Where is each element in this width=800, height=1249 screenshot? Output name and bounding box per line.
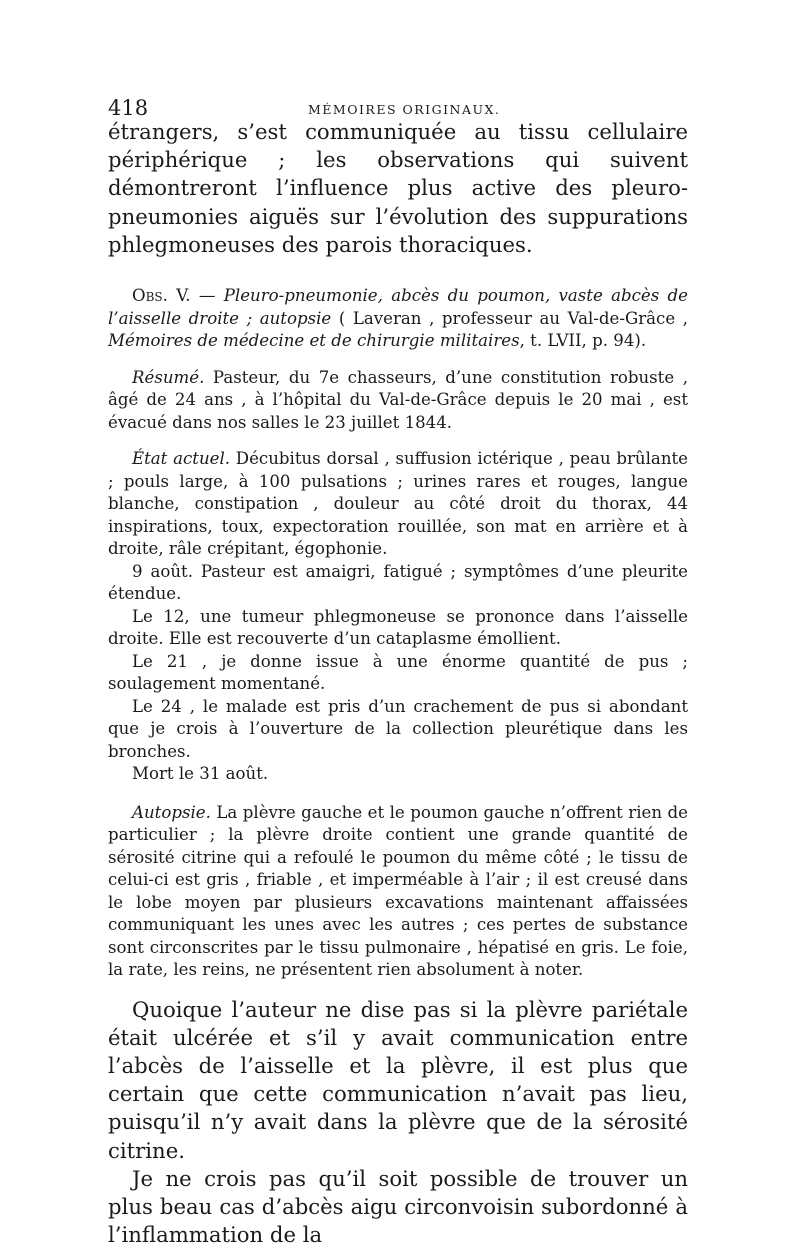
intro-paragraph: étrangers, s’est communiquée au tissu cellulaire périphérique ; les observations qui suivent démontreront l’influence plus active des pleuro-pneumonies aiguës sur l’évolution des suppurations phlegmoneuses des parois thoraciques. [108, 119, 688, 257]
commentary-paragraph: Quoique l’auteur ne dise pas si la plèvre pariétale était ulcérée et s’il y avait communication entre l’abcès de l’aisselle et la plèvre, il est plus que certain que cette communication n’avait pas lieu, puisqu’il n’y avait dans la plèvre que de la sérosité citrine. [108, 996, 688, 1163]
progress-entry: Le 24 , le malade est pris d’un crachement de pus si abondant que je crois à l’ouverture de la collection pleurétique dans les bronches. [108, 696, 688, 761]
page [108, 88, 688, 1249]
autopsie-paragraph [108, 802, 688, 982]
resume-paragraph [108, 367, 688, 435]
page-number: 418 [108, 96, 149, 120]
observation-source: ( Laveran , professeur au Val-de-Grâce , [331, 308, 689, 328]
autopsie-text: La plèvre gauche et le poumon gauche n’offrent rien de particulier ; la plèvre droite contient une grande quantité de sérosité citrine qui a refoulé le poumon du même côté ; le tissu de celui-ci est gris , friable , et imperméable à l’air ; il est creusé dans le lobe moyen par plusieurs excavations maintenant affaissées communiquant les unes avec les autres ; ces pertes de substance sont circonscrites par le tissu pulmonaire , hépatisé en gris. Le foie, la rate, les reins, ne présentent rien absolument à noter. [108, 802, 688, 980]
observation-journal: Mémoires de médecine et de chirurgie militaires [108, 331, 520, 351]
running-title: MÉMOIRES ORIGINAUX. [308, 102, 501, 117]
etat-actuel-paragraph [108, 448, 688, 561]
observation-heading [108, 285, 688, 353]
commentary-paragraph: Je ne crois pas qu’il soit possible de trouver un plus beau cas d’abcès aigu circonvoisin subordonné à l’inflammation de la [108, 1165, 688, 1248]
etat-label: État actuel. [132, 449, 231, 469]
page-header [108, 88, 688, 118]
progress-entry: Mort le 31 août. [132, 764, 269, 784]
observation-title: Pleuro-pneumonie, abcès du poumon, vaste abcès de l’aisselle droite ; autopsie [108, 286, 688, 328]
autopsie-label: Autopsie. [132, 802, 211, 822]
observation-label: Obs. V. [132, 286, 191, 306]
resume-label: Résumé. [132, 367, 205, 387]
observation-reference: , t. LVII, p. 94). [519, 331, 647, 351]
etat-text: Décubitus dorsal , suffusion ictérique , peau brûlante ; pouls large, à 100 pulsations ; urines rares et rouges, langue blanche, constipation , douleur au côté droit du thorax, 44 inspirations, toux, expectoration rouillée, son mat en arrière et à droite, râle crépitant, égophonie. [108, 449, 688, 559]
progress-entry: Le 12, une tumeur phlegmoneuse se prononce dans l’aisselle droite. Elle est recouverte d’un cataplasme émollient. [108, 606, 688, 649]
observation-dash: — [190, 286, 224, 306]
resume-text: Pasteur, du 7e chasseurs, d’une constitution robuste , âgé de 24 ans , à l’hôpital du Val-de-Grâce depuis le 20 mai , est évacué dans nos salles le 23 juillet 1844. [108, 367, 688, 432]
progress-entry: Le 21 , je donne issue à une énorme quantité de pus ; soulagement momentané. [108, 651, 688, 694]
progress-entry: 9 août. Pasteur est amaigri, fatigué ; symptômes d’une pleurite étendue. [108, 561, 688, 604]
